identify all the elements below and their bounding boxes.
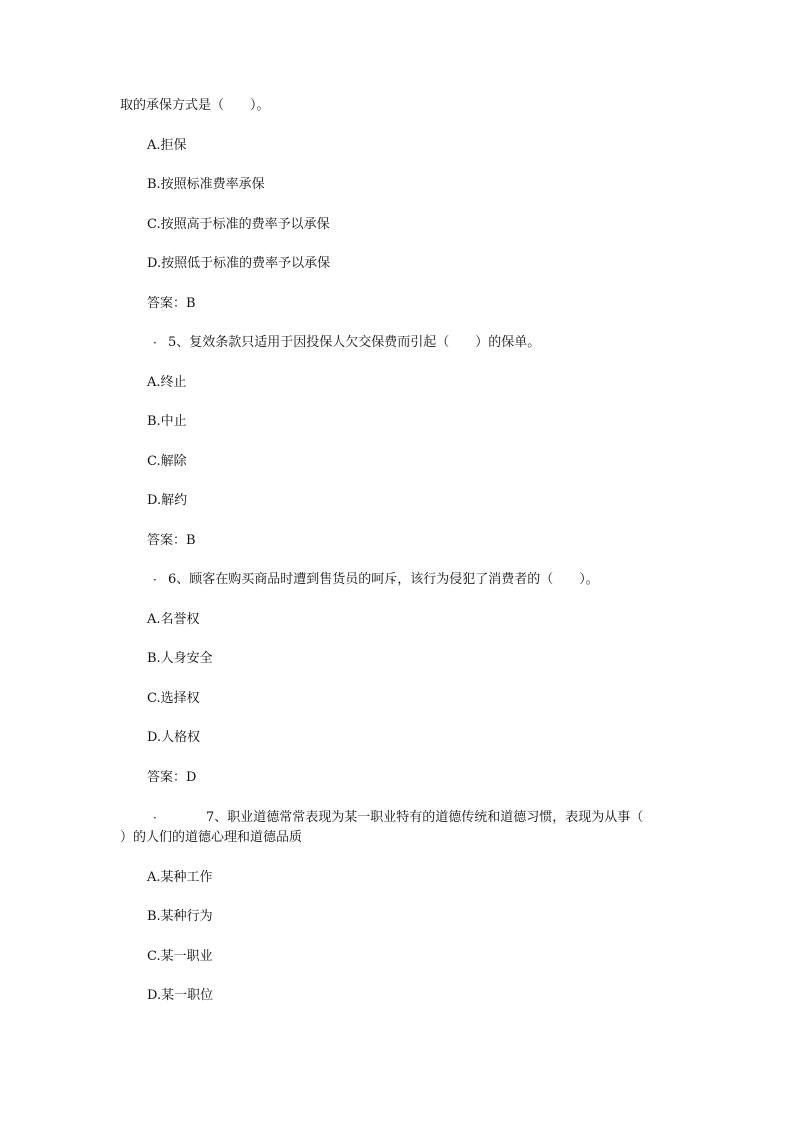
question-5-answer: 答案：B	[147, 533, 196, 548]
question-4-option-b: B.按照标准费率承保	[147, 177, 265, 192]
question-5-option-b: B.中止	[147, 414, 187, 429]
list-bullet: ·	[153, 336, 157, 350]
question-6-answer: 答案：D	[147, 770, 197, 785]
question-4-option-d: D.按照低于标准的费率予以承保	[147, 256, 331, 271]
question-5-option-a: A.终止	[147, 375, 187, 390]
list-bullet: ·	[153, 573, 157, 587]
question-6-option-b: B.人身安全	[147, 651, 213, 666]
question-6-stem: 6、顾客在购买商品时遭到售货员的呵斥，该行为侵犯了消费者的（ ）。	[168, 572, 599, 587]
question-7-stem-line-1: 7、职业道德常常表现为某一职业特有的道德传统和道德习惯，表现为从事（	[206, 810, 644, 825]
question-4-option-c: C.按照高于标准的费率予以承保	[147, 217, 330, 232]
question-6-option-d: D.人格权	[147, 730, 201, 745]
question-7-stem-line-2: ）的人们的道德心理和道德品质	[120, 830, 303, 845]
question-4-answer: 答案：B	[147, 296, 196, 311]
question-5-stem: 5、复效条款只适用于因投保人欠交保费而引起（ ）的保单。	[168, 335, 541, 350]
list-bullet: ·	[153, 811, 157, 825]
question-7-option-a: A.某种工作	[147, 870, 213, 885]
question-5-option-d: D.解约	[147, 493, 188, 508]
question-7-option-d: D.某一职位	[147, 988, 214, 1003]
question-4-option-a: A.拒保	[147, 138, 187, 153]
question-7-option-c: C.某一职业	[147, 949, 213, 964]
question-4-stem-end: 取的承保方式是（ ）。	[120, 98, 270, 113]
question-5-option-c: C.解除	[147, 454, 187, 469]
question-6-option-a: A.名誉权	[147, 612, 200, 627]
question-7-option-b: B.某种行为	[147, 909, 213, 924]
question-6-option-c: C.选择权	[147, 691, 200, 706]
